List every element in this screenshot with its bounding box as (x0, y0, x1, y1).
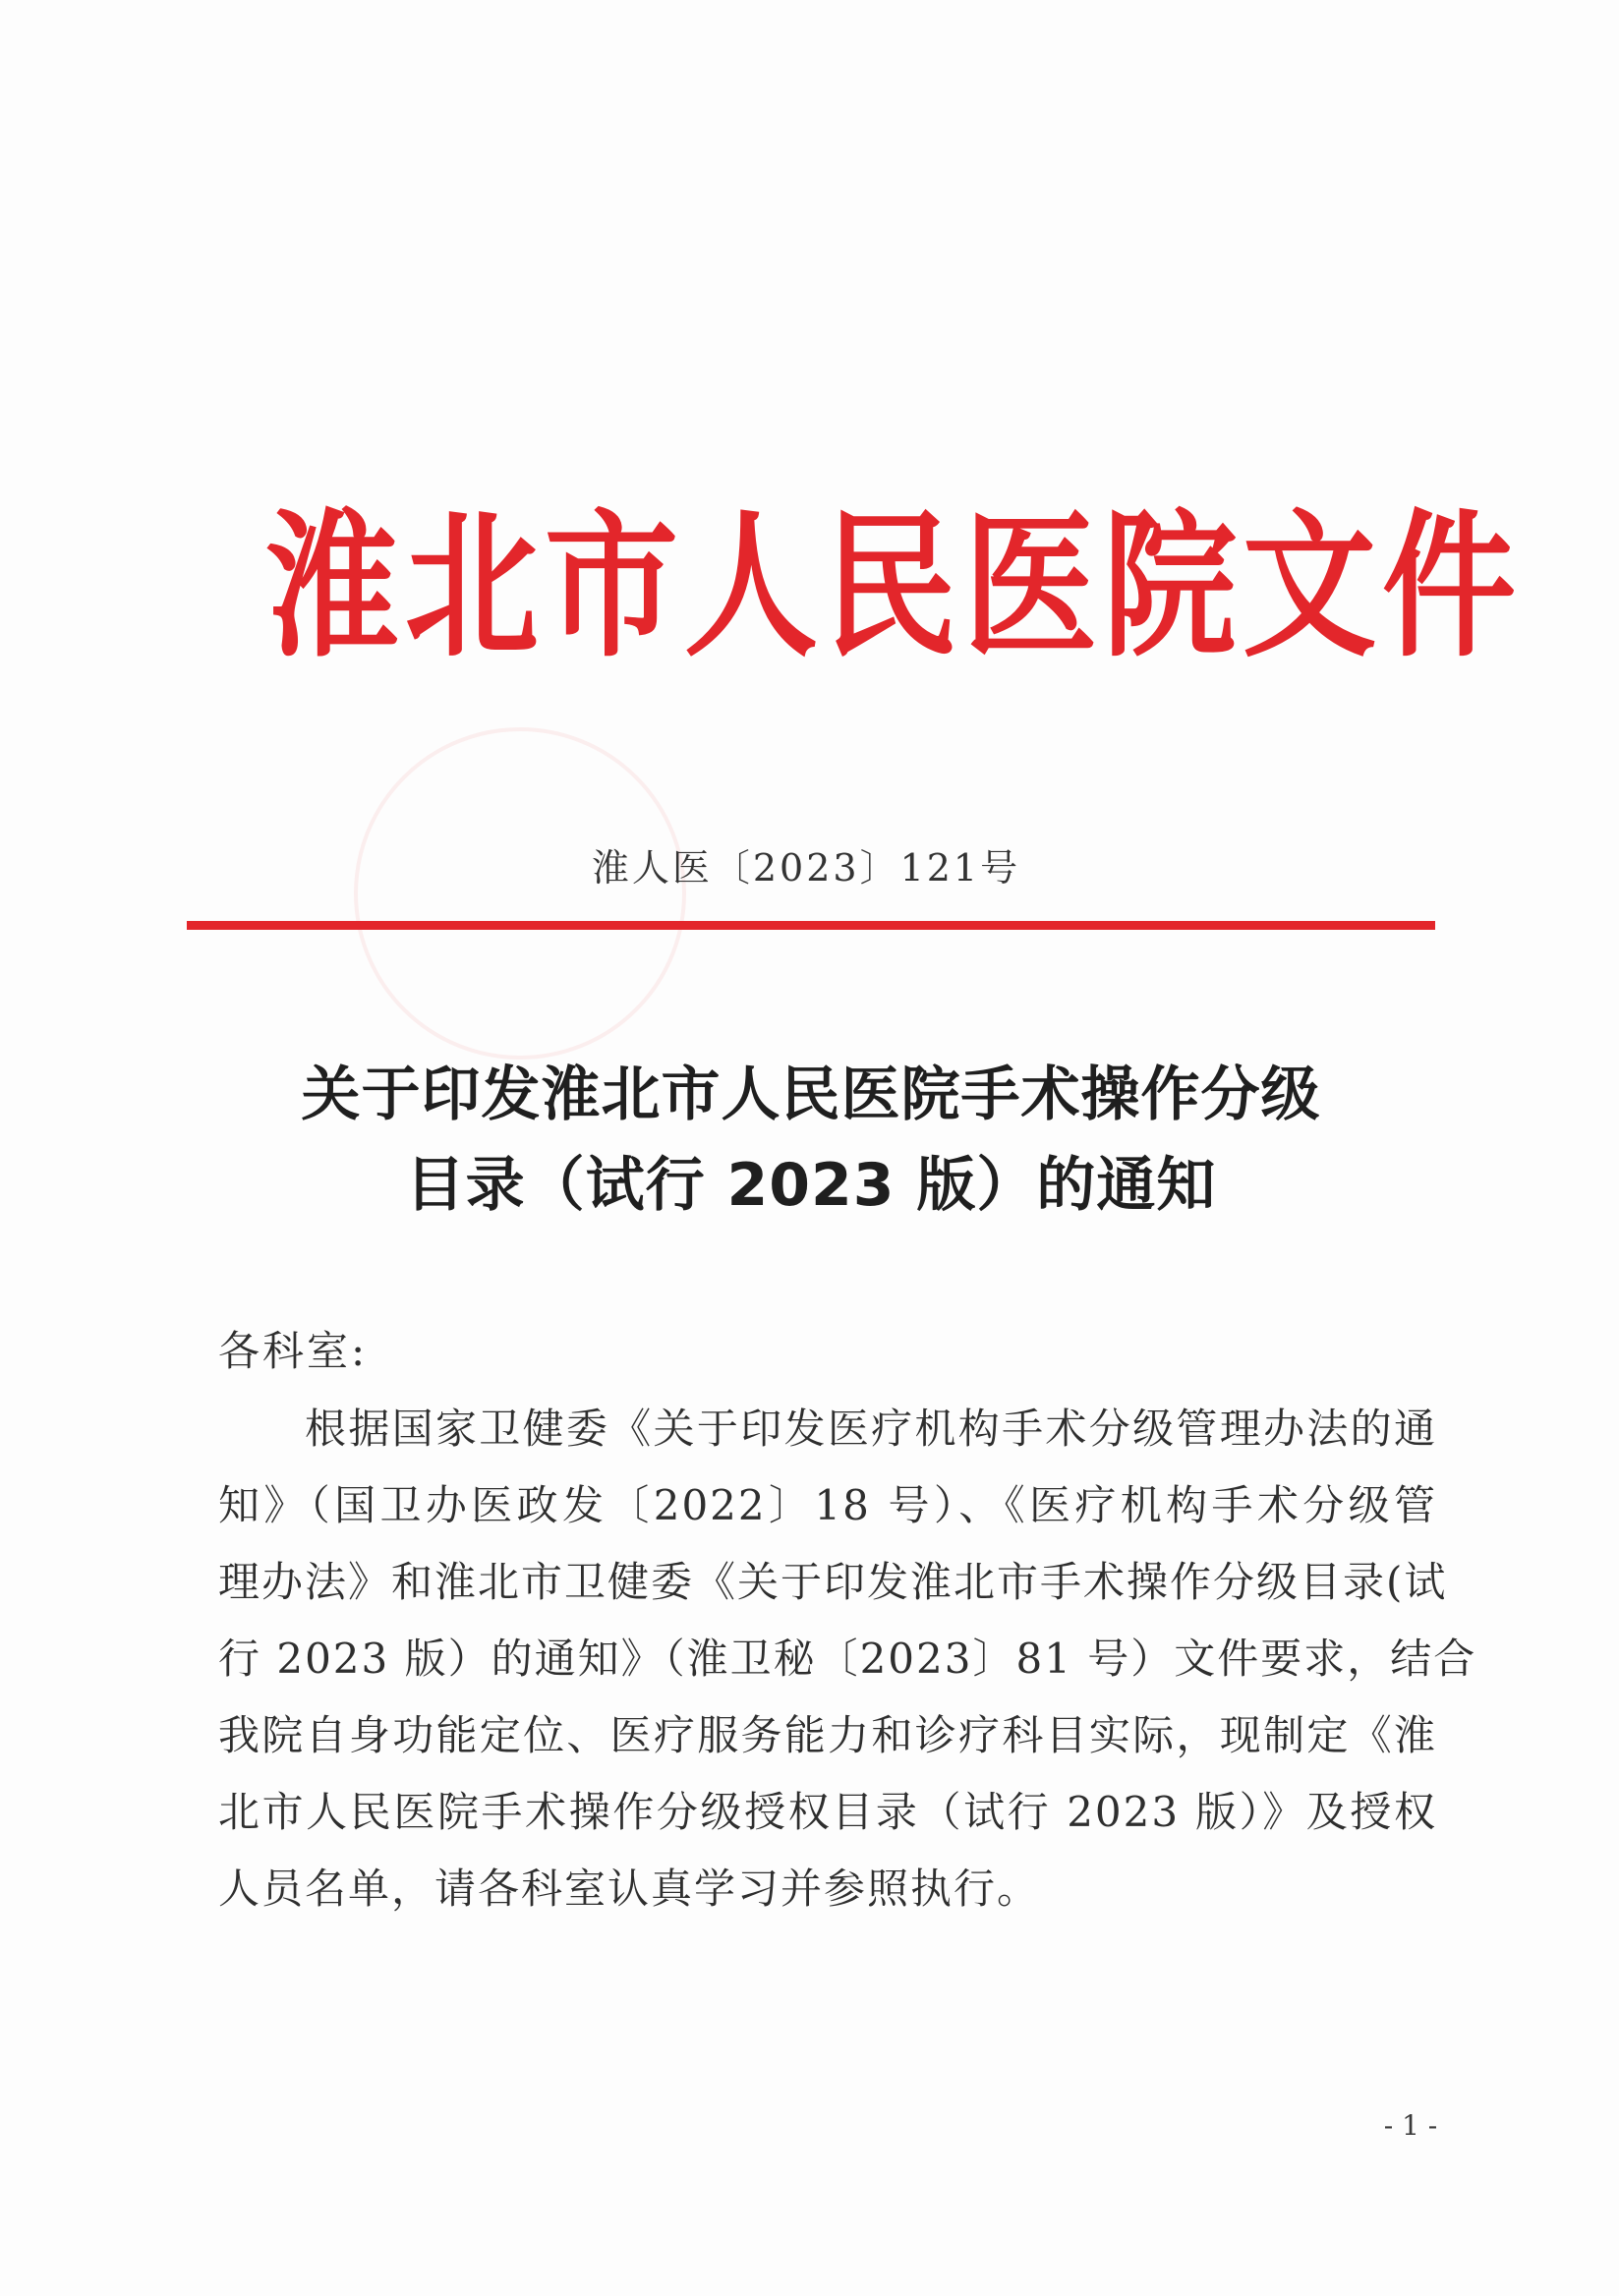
page-number: - 1 - (1383, 2109, 1438, 2142)
body-line: 行 2023 版）的通知》（淮卫秘〔2023〕81 号）文件要求，结合 (218, 1635, 1477, 1683)
notice-title-line-1: 关于印发淮北市人民医院手术操作分级 (301, 1061, 1321, 1129)
body-line: 理办法》和淮北市卫健委《关于印发淮北市手术操作分级目录(试 (218, 1558, 1448, 1606)
notice-title-line-2: 目录（试行 2023 版）的通知 (405, 1151, 1217, 1220)
body-line: 根据国家卫健委《关于印发医疗机构手术分级管理办法的通 (305, 1405, 1437, 1453)
body-line: 北市人民医院手术操作分级授权目录（试行 2023 版）》及授权 (218, 1788, 1437, 1836)
body-paragraph (218, 1391, 1477, 1927)
red-separator-line (187, 921, 1435, 930)
masthead-title: 淮北市人民医院文件 (265, 495, 1522, 680)
body-line: 我院自身功能定位、医疗服务能力和诊疗科目实际，现制定《淮 (218, 1711, 1437, 1759)
salutation: 各科室: (218, 1327, 369, 1375)
document-number: 淮人医〔2023〕121号 (591, 846, 1021, 890)
body-line: 人员名单，请各科室认真学习并参照执行。 (218, 1865, 1041, 1913)
body-line: 知》（国卫办医政发〔2022〕18 号）、《医疗机构手术分级管 (218, 1481, 1437, 1529)
notice-title (187, 1050, 1435, 1231)
